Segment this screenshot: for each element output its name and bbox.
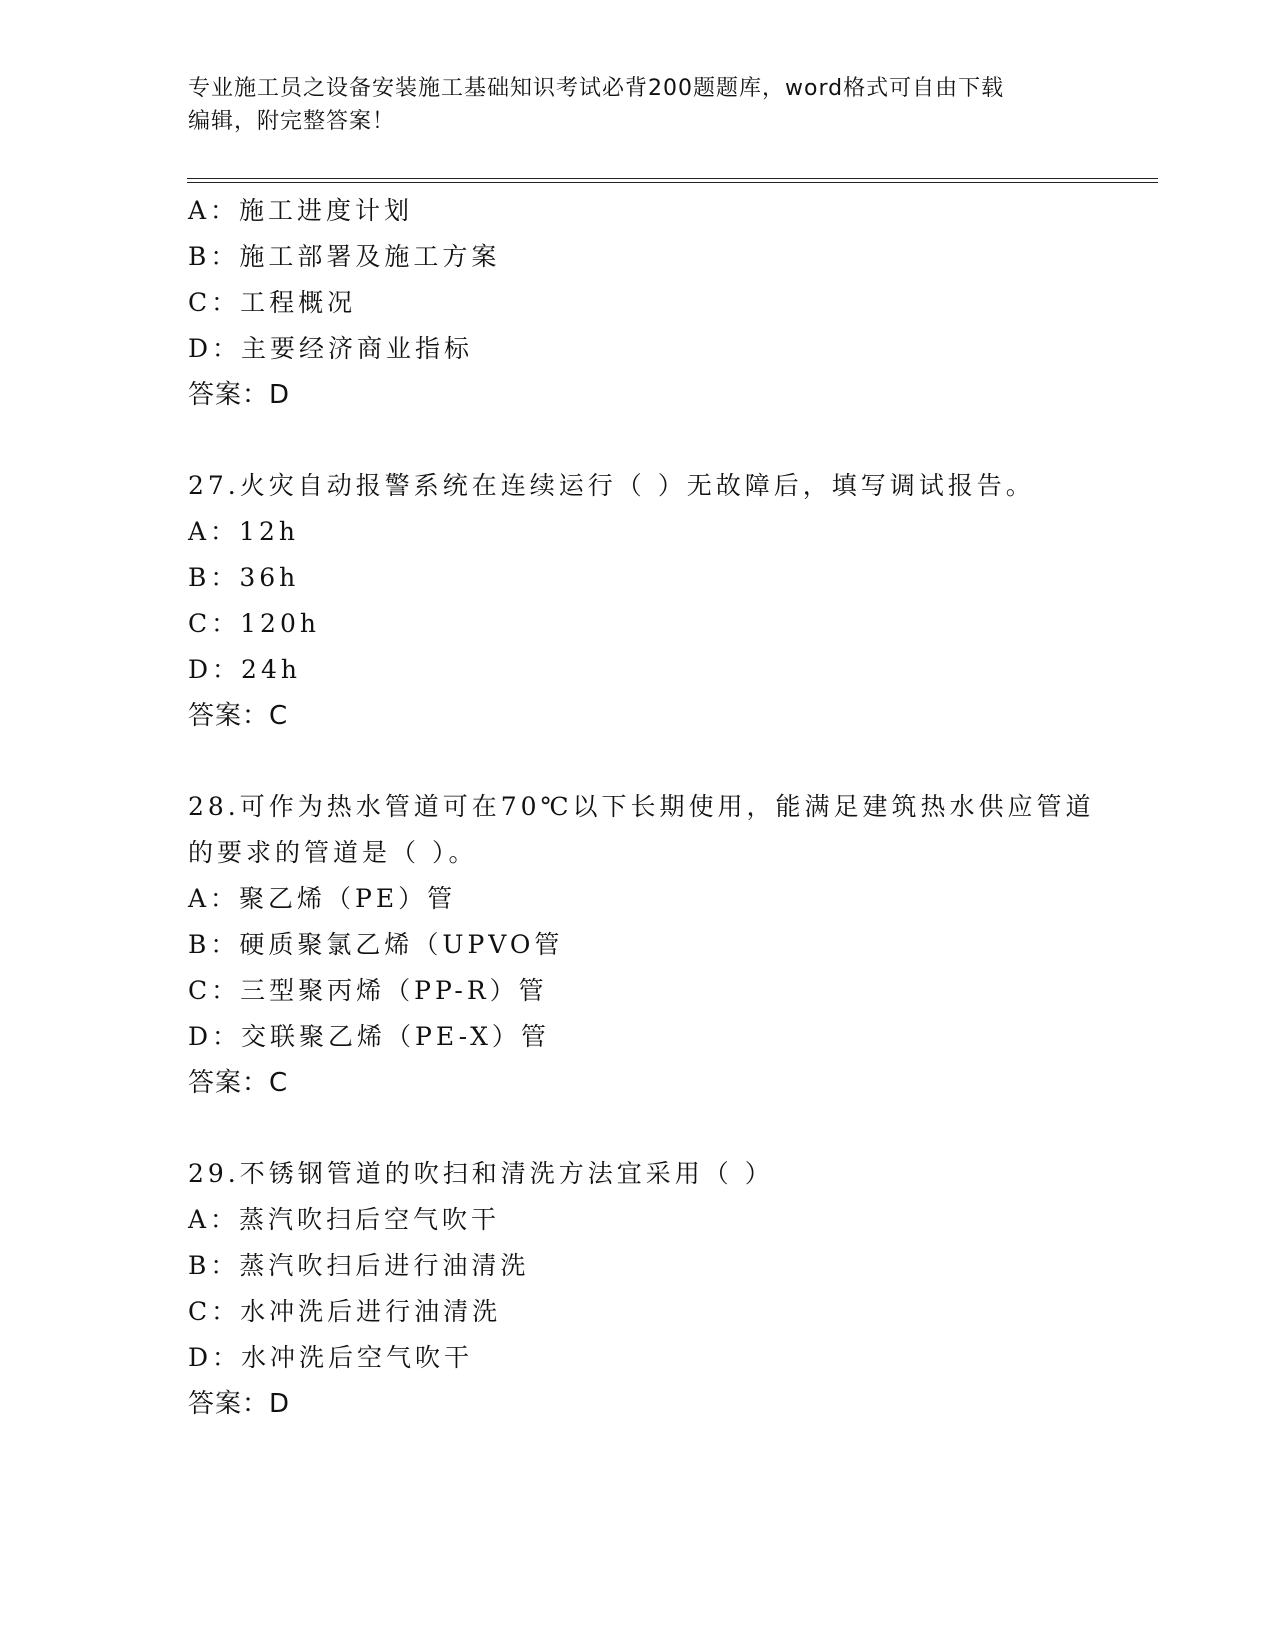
option-a: A：12h [188, 517, 299, 546]
question-stem-line-1: 28.可作为热水管道可在70℃以下长期使用，能满足建筑热水供应管道 [188, 792, 1095, 821]
answer: 答案：D [188, 1389, 291, 1419]
option-b: B：蒸汽吹扫后进行油清洗 [188, 1251, 530, 1280]
question-stem: 27.火灾自动报警系统在连续运行（ ）无故障后，填写调试报告。 [188, 471, 1035, 500]
option-b: B：36h [188, 563, 300, 592]
header-divider [187, 178, 1158, 183]
question-list [188, 188, 1118, 1427]
question-29-block [188, 1151, 1118, 1427]
document-header [188, 72, 1088, 138]
option-d: D：水冲洗后空气吹干 [188, 1343, 474, 1372]
spacer [188, 739, 1118, 784]
option-c: C：水冲洗后进行油清洗 [188, 1297, 502, 1326]
question-stem: 29.不锈钢管道的吹扫和清洗方法宜采用（ ） [188, 1159, 774, 1188]
option-d: D：交联聚乙烯（PE-X）管 [188, 1022, 550, 1051]
option-a: A：蒸汽吹扫后空气吹干 [188, 1205, 501, 1234]
option-c: C：三型聚丙烯（PP-R）管 [188, 976, 548, 1005]
answer: 答案：C [188, 1068, 289, 1098]
option-d: D：主要经济商业指标 [188, 334, 474, 363]
question-27-block [188, 463, 1118, 739]
option-a: A：聚乙烯（PE）管 [188, 884, 457, 913]
question-26-block [188, 188, 1118, 418]
option-d: D：24h [188, 655, 301, 684]
spacer [188, 1106, 1118, 1151]
spacer [188, 418, 1118, 463]
option-b: B：施工部署及施工方案 [188, 242, 501, 271]
question-28-block [188, 784, 1118, 1106]
option-b: B：硬质聚氯乙烯（UPVO管 [188, 930, 564, 959]
answer: 答案：D [188, 380, 291, 410]
option-c: C：工程概况 [188, 288, 357, 317]
question-stem-line-2: 的要求的管道是（ ）。 [188, 838, 478, 867]
header-title-line-1: 专业施工员之设备安装施工基础知识考试必背200题题库，word格式可自由下载 [188, 76, 1005, 101]
header-title-line-2: 编辑，附完整答案！ [188, 109, 396, 134]
answer: 答案：C [188, 701, 289, 731]
option-a: A：施工进度计划 [188, 196, 414, 225]
option-c: C：120h [188, 609, 320, 638]
